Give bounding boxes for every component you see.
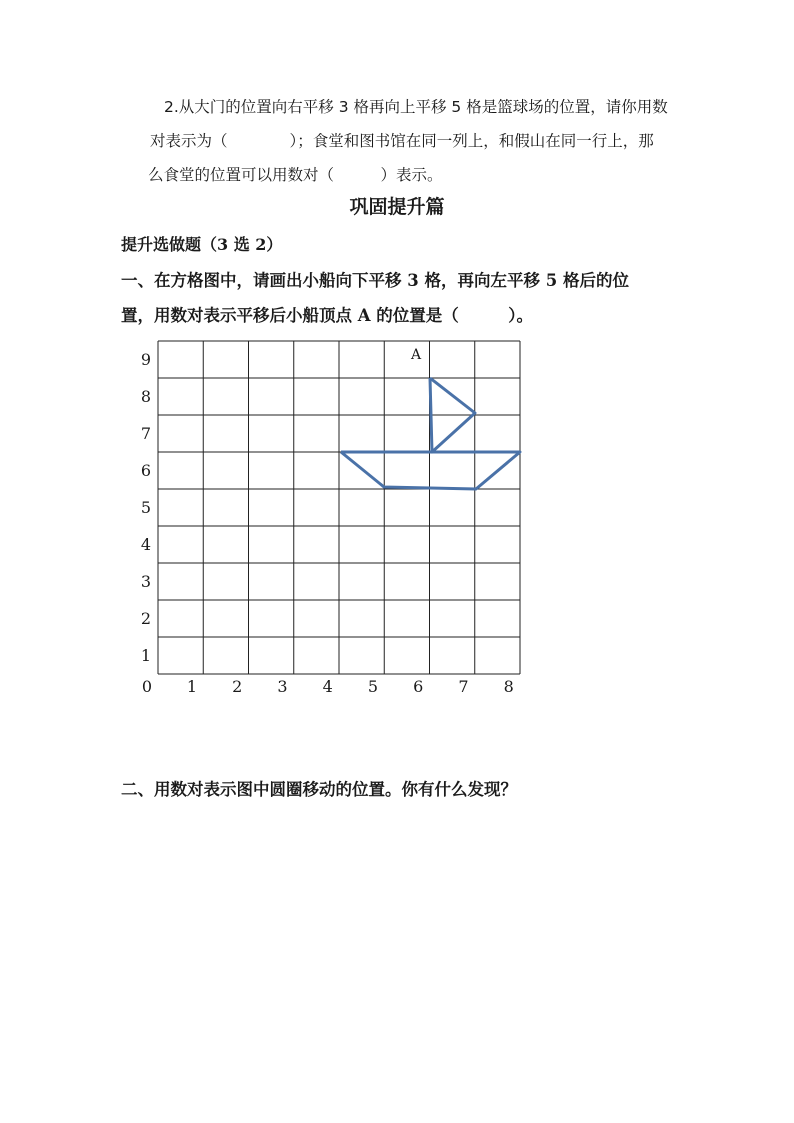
y-axis-label: 1 (140, 646, 152, 665)
x-axis-label: 4 (322, 677, 333, 696)
x-axis-label: 0 (141, 677, 153, 696)
point-a-label: A (410, 347, 422, 363)
y-axis-label: 8 (140, 387, 152, 406)
x-axis-label: 5 (367, 677, 379, 696)
x-axis-label: 2 (232, 677, 243, 696)
y-axis-label: 6 (140, 461, 152, 480)
question-1-line-1: 一、在方格图中，请画出小船向下平移 3 格，再向左平移 5 格后的位 (121, 271, 629, 290)
boat-hull (341, 452, 520, 489)
y-axis-labels (141, 350, 151, 665)
x-axis-label: 6 (413, 677, 424, 696)
x-axis-label: 3 (277, 677, 288, 696)
y-axis-label: 9 (140, 350, 152, 369)
x-axis-labels (142, 677, 514, 696)
x-axis-label: 1 (186, 677, 198, 696)
problem-2-line-3: 么食堂的位置可以用数对（ ）表示。 (148, 166, 443, 184)
section-title: 巩固提升篇 (349, 196, 445, 218)
x-axis-label: 7 (458, 677, 469, 696)
problem-2-line-1: 2.从大门的位置向右平移 3 格再向上平移 5 格是篮球场的位置，请你用数 (164, 98, 668, 116)
y-axis-label: 3 (140, 572, 152, 591)
y-axis-label: 2 (140, 609, 152, 628)
problem-2-line-2: 对表示为（ ）；食堂和图书馆在同一列上，和假山在同一行上，那 (150, 132, 654, 150)
x-axis-label: 8 (503, 677, 514, 696)
question-2: 二、用数对表示图中圆圈移动的位置。你有什么发现？ (121, 780, 517, 799)
grid-lines (158, 341, 520, 674)
subheading: 提升选做题（3 选 2） (121, 235, 283, 254)
y-axis-label: 4 (140, 535, 152, 554)
question-1-line-2: 置，用数对表示平移后小船顶点 A 的位置是（ ）。 (121, 306, 534, 325)
y-axis-label: 7 (140, 424, 152, 443)
y-axis-label: 5 (140, 498, 152, 517)
